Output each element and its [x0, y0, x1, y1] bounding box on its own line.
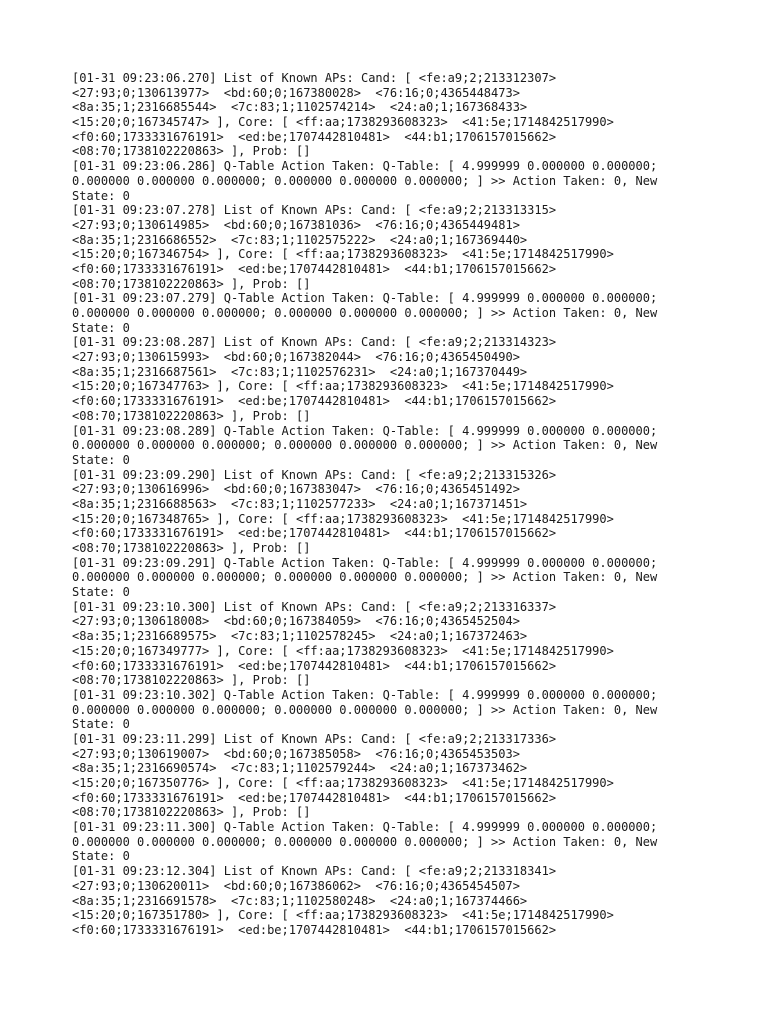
log-line: <08:70;1738102220863> ], Prob: []: [72, 541, 311, 555]
log-line: <27:93;0;130616996> <bd:60;0;167383047> <76:16;0;4365451492>: [72, 482, 520, 497]
log-line: [01-31 09:23:10.300] List of Known APs: Cand: [ <fe:a9;2;213316337>: [72, 599, 557, 614]
log-line: State: 0: [72, 188, 130, 203]
log-line: <8a:35;1;2316689575> <7c:83;1;1102578245> <24:a0;1;167372463>: [72, 629, 528, 644]
log-line: [01-31 09:23:11.299] List of Known APs: Cand: [ <fe:a9;2;213317336>: [72, 731, 557, 746]
log-line: [01-31 09:23:09.291] Q-Table Action Taken: Q-Table: [ 4.999999 0.000000 0.000000;: [72, 555, 658, 570]
log-line: 0.000000 0.000000 0.000000; 0.000000 0.000000 0.000000; ] >> Action Taken: 0, New: [72, 173, 658, 188]
log-line: 0.000000 0.000000 0.000000; 0.000000 0.000000 0.000000; ] >> Action Taken: 0, New: [72, 306, 658, 320]
log-line: <15:20;0;167347763> ], Core: [ <ff:aa;1738293608323> <41:5e;1714842517990>: [72, 379, 614, 394]
log-line: State: 0: [72, 452, 130, 467]
log-line: <08:70;1738102220863> ], Prob: []: [72, 673, 311, 688]
log-line: State: 0: [72, 717, 130, 732]
log-line: <15:20;0;167349777> ], Core: [ <ff:aa;1738293608323> <41:5e;1714842517990>: [72, 643, 614, 658]
log-line: <8a:35;1;2316685544> <7c:83;1;1102574214> <24:a0;1;167368433>: [72, 100, 528, 115]
log-line: [01-31 09:23:07.278] List of Known APs: Cand: [ <fe:a9;2;213313315>: [72, 203, 557, 218]
log-line: [01-31 09:23:06.270] List of Known APs: Cand: [ <fe:a9;2;213312307>: [72, 71, 557, 85]
log-line: <08:70;1738102220863> ], Prob: []: [72, 144, 311, 159]
log-line: [01-31 09:23:09.290] List of Known APs: Cand: [ <fe:a9;2;213315326>: [72, 467, 557, 482]
log-line: <f0:60;1733331676191> <ed:be;1707442810481> <44:b1;1706157015662>: [72, 526, 557, 541]
log-line: <8a:35;1;2316687561> <7c:83;1;1102576231> <24:a0;1;167370449>: [72, 364, 528, 379]
log-line: [01-31 09:23:08.289] Q-Table Action Taken: Q-Table: [ 4.999999 0.000000 0.000000;: [72, 423, 658, 438]
log-line: <27:93;0;130618008> <bd:60;0;167384059> <76:16;0;4365452504>: [72, 614, 520, 629]
log-line: [01-31 09:23:06.286] Q-Table Action Taken: Q-Table: [ 4.999999 0.000000 0.000000;: [72, 159, 658, 174]
log-line: [01-31 09:23:10.302] Q-Table Action Taken: Q-Table: [ 4.999999 0.000000 0.000000;: [72, 687, 658, 702]
log-line: <08:70;1738102220863> ], Prob: []: [72, 276, 311, 291]
log-line: <08:70;1738102220863> ], Prob: []: [72, 408, 311, 423]
log-line: <f0:60;1733331676191> <ed:be;1707442810481> <44:b1;1706157015662>: [72, 922, 557, 937]
log-line: 0.000000 0.000000 0.000000; 0.000000 0.000000 0.000000; ] >> Action Taken: 0, New: [72, 570, 658, 585]
log-line: <f0:60;1733331676191> <ed:be;1707442810481> <44:b1;1706157015662>: [72, 129, 557, 144]
log-line: <27:93;0;130613977> <bd:60;0;167380028> <76:16;0;4365448473>: [72, 85, 520, 100]
log-text-block: [72, 71, 692, 938]
log-line: <f0:60;1733331676191> <ed:be;1707442810481> <44:b1;1706157015662>: [72, 790, 557, 805]
log-line: <27:93;0;130614985> <bd:60;0;167381036> <76:16;0;4365449481>: [72, 217, 520, 232]
log-line: State: 0: [72, 320, 130, 335]
log-line: <8a:35;1;2316691578> <7c:83;1;1102580248> <24:a0;1;167374466>: [72, 893, 528, 908]
log-line: <27:93;0;130620011> <bd:60;0;167386062> <76:16;0;4365454507>: [72, 878, 520, 893]
log-line: State: 0: [72, 585, 130, 600]
log-line: [01-31 09:23:12.304] List of Known APs: Cand: [ <fe:a9;2;213318341>: [72, 864, 557, 879]
log-line: <8a:35;1;2316686552> <7c:83;1;1102575222> <24:a0;1;167369440>: [72, 232, 528, 247]
log-line: 0.000000 0.000000 0.000000; 0.000000 0.000000 0.000000; ] >> Action Taken: 0, New: [72, 438, 658, 453]
log-line: <15:20;0;167346754> ], Core: [ <ff:aa;1738293608323> <41:5e;1714842517990>: [72, 247, 614, 262]
log-line: <f0:60;1733331676191> <ed:be;1707442810481> <44:b1;1706157015662>: [72, 261, 557, 276]
log-line: State: 0: [72, 849, 130, 864]
log-line: <8a:35;1;2316688563> <7c:83;1;1102577233> <24:a0;1;167371451>: [72, 496, 528, 511]
log-line: <27:93;0;130619007> <bd:60;0;167385058> <76:16;0;4365453503>: [72, 746, 520, 761]
log-line: 0.000000 0.000000 0.000000; 0.000000 0.000000 0.000000; ] >> Action Taken: 0, New: [72, 834, 658, 849]
log-line: <f0:60;1733331676191> <ed:be;1707442810481> <44:b1;1706157015662>: [72, 394, 557, 409]
log-line: [01-31 09:23:11.300] Q-Table Action Taken: Q-Table: [ 4.999999 0.000000 0.000000;: [72, 820, 658, 835]
log-line: <27:93;0;130615993> <bd:60;0;167382044> <76:16;0;4365450490>: [72, 350, 520, 365]
log-line: 0.000000 0.000000 0.000000; 0.000000 0.000000 0.000000; ] >> Action Taken: 0, New: [72, 702, 658, 717]
log-line: [01-31 09:23:07.279] Q-Table Action Taken: Q-Table: [ 4.999999 0.000000 0.000000;: [72, 291, 658, 306]
log-line: <f0:60;1733331676191> <ed:be;1707442810481> <44:b1;1706157015662>: [72, 658, 557, 673]
log-line: <15:20;0;167345747> ], Core: [ <ff:aa;1738293608323> <41:5e;1714842517990>: [72, 115, 614, 130]
log-line: <15:20;0;167348765> ], Core: [ <ff:aa;1738293608323> <41:5e;1714842517990>: [72, 511, 614, 526]
log-line: <15:20;0;167350776> ], Core: [ <ff:aa;1738293608323> <41:5e;1714842517990>: [72, 776, 614, 790]
log-line: <8a:35;1;2316690574> <7c:83;1;1102579244> <24:a0;1;167373462>: [72, 761, 528, 776]
log-line: <08:70;1738102220863> ], Prob: []: [72, 805, 311, 820]
log-line: <15:20;0;167351780> ], Core: [ <ff:aa;1738293608323> <41:5e;1714842517990>: [72, 908, 614, 923]
log-line: [01-31 09:23:08.287] List of Known APs: Cand: [ <fe:a9;2;213314323>: [72, 335, 557, 350]
